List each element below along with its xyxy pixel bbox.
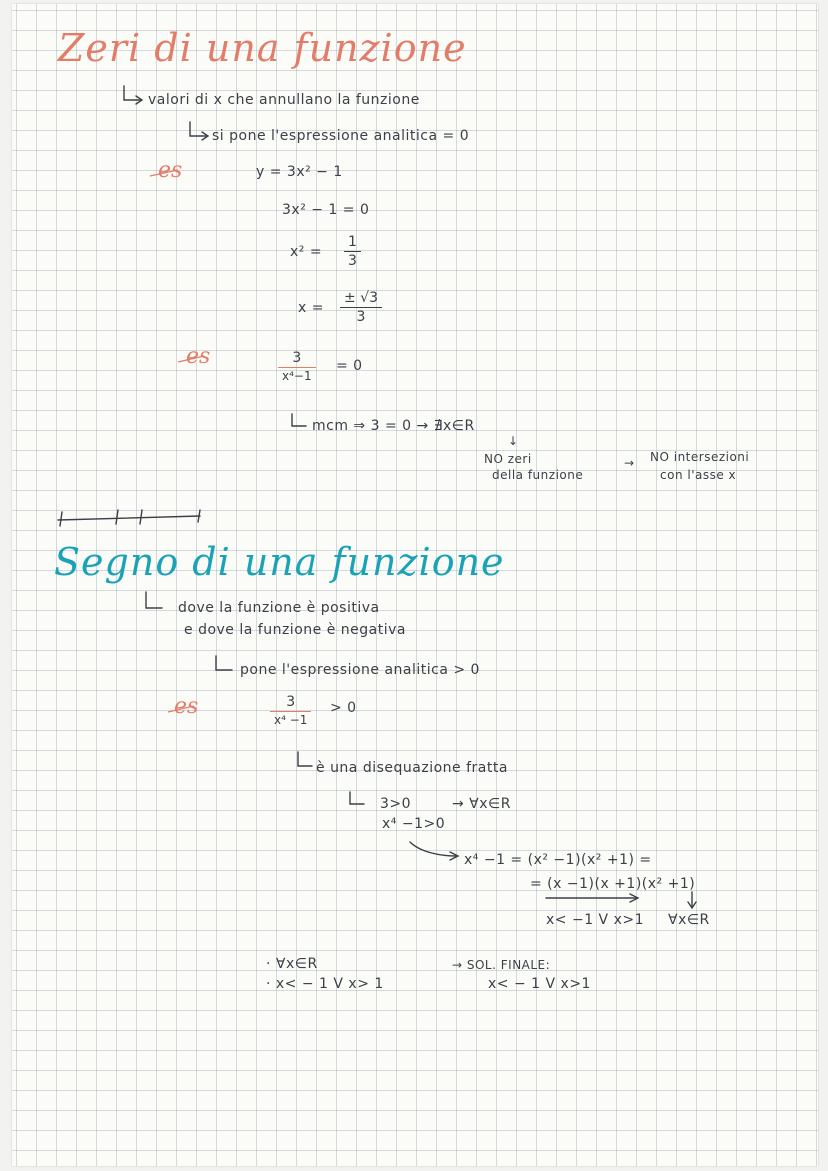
zeri-frac-num: 3 [292, 350, 302, 366]
example-label-3: es [174, 694, 199, 719]
no-zeri-2: della funzione [492, 468, 584, 482]
cond-numerator-result: → ∀x∈R [452, 796, 511, 812]
final-solution-label: → SOL. FINALE: [452, 958, 551, 972]
segno-frac-rhs: > 0 [330, 700, 357, 716]
mcm-line: mcm ⇒ 3 = 0 → ∄x∈R [312, 418, 475, 434]
down-arrow: ↓ [508, 434, 519, 448]
cond-denominator: x⁴ −1>0 [382, 816, 446, 832]
eq-4-den: 3 [356, 309, 366, 325]
eq-4-num: ± √3 [344, 290, 379, 306]
eq-3-fraction [344, 234, 361, 269]
example-label-1: es [158, 158, 183, 183]
no-int-arrow: → [624, 456, 635, 470]
zeri-rule: si pone l'espressione analitica = 0 [212, 128, 470, 144]
factorization-1: x⁴ −1 = (x² −1)(x² +1) = [464, 852, 652, 868]
no-zeri-1: NO zeri [484, 452, 532, 466]
eq-2: 3x² − 1 = 0 [282, 202, 370, 218]
zeri-fraction [278, 350, 316, 383]
cond-numerator: 3>0 [380, 796, 412, 812]
solution-b: ∀x∈R [668, 912, 710, 928]
section-title-zeri: Zeri di una funzione [58, 26, 467, 70]
notebook-page [12, 4, 818, 1166]
segno-definition-1: dove la funzione è positiva [178, 600, 380, 616]
segno-frac-num: 3 [286, 694, 296, 710]
fratta-note: è una disequazione fratta [316, 760, 508, 776]
no-intersezioni-1: NO intersezioni [650, 450, 750, 464]
zeri-definition: valori di x che annullano la funzione [148, 92, 420, 108]
segno-rule: pone l'espressione analitica > 0 [240, 662, 480, 678]
segno-definition-2: e dove la funzione è negativa [184, 622, 406, 638]
segno-frac-den: x⁴ −1 [274, 713, 308, 727]
eq-3-den: 3 [348, 253, 357, 269]
segno-fraction [270, 694, 311, 727]
summary-1: · ∀x∈R [266, 956, 318, 972]
zeri-frac-rhs: = 0 [336, 358, 363, 374]
final-solution-value: x< − 1 V x>1 [488, 976, 591, 992]
eq-3-lhs: x² = [290, 244, 323, 260]
zeri-frac-den: x⁴−1 [282, 369, 312, 383]
section-title-segno: Segno di una funzione [54, 540, 505, 584]
solution-a: x< −1 V x>1 [546, 912, 645, 928]
eq-4-fraction [340, 290, 382, 325]
eq-4-lhs: x = [298, 300, 324, 316]
no-intersezioni-2: con l'asse x [660, 468, 737, 482]
eq-1: y = 3x² − 1 [256, 164, 343, 180]
eq-3-num: 1 [348, 234, 357, 250]
summary-2: · x< − 1 V x> 1 [266, 976, 384, 992]
factorization-2: = (x −1)(x +1)(x² +1) [530, 876, 696, 892]
example-label-2: es [186, 344, 211, 369]
